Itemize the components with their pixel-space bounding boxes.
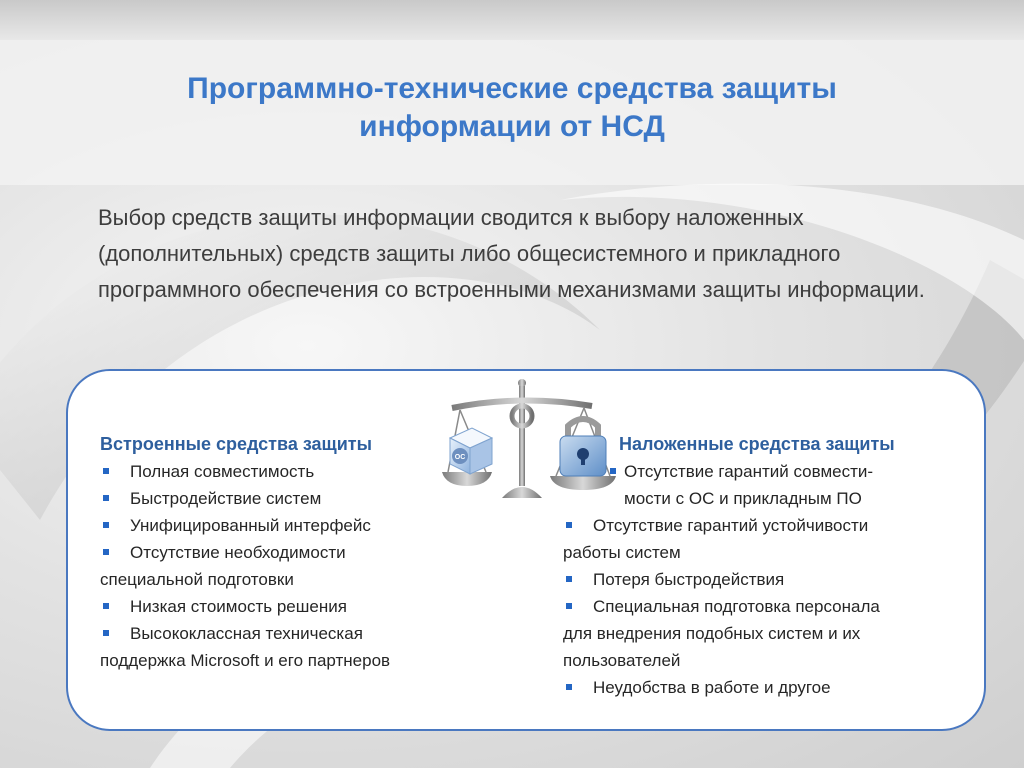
list-item: Неудобства в работе и другое xyxy=(563,674,973,701)
list-item: Унифицированный интерфейс xyxy=(100,512,500,539)
intro-paragraph: Выбор средств защиты информации сводится к выбору наложенных (дополнительных) средств защиты либо общесистемного и прикладного программного обеспечения со встроенными механизмами защиты информации. xyxy=(98,205,925,302)
square-bullet-icon xyxy=(610,468,616,474)
square-bullet-icon xyxy=(103,603,109,609)
square-bullet-icon xyxy=(103,549,109,555)
list-item: Низкая стоимость решения xyxy=(100,593,500,620)
square-bullet-icon xyxy=(103,495,109,501)
list-item: Специальная подготовка персонала для внедрения подобных систем и их пользователей xyxy=(563,597,880,670)
square-bullet-icon xyxy=(103,522,109,528)
list-item: Потеря быстродействия xyxy=(563,566,973,593)
overlay-tools-column xyxy=(563,430,973,701)
list-item: Быстродействие систем xyxy=(100,485,500,512)
square-bullet-icon xyxy=(103,630,109,636)
list-item: Полная совместимость xyxy=(100,458,500,485)
overlay-tools-list xyxy=(563,458,973,701)
square-bullet-icon xyxy=(566,522,572,528)
list-item: Отсутствие необходимости специальной подготовки xyxy=(100,543,346,589)
square-bullet-icon xyxy=(566,576,572,582)
cube-label: ОС xyxy=(454,454,466,461)
builtin-tools-column xyxy=(100,430,500,674)
slide-title xyxy=(120,70,904,146)
builtin-tools-heading: Встроенные средства защиты xyxy=(100,434,372,454)
overlay-tools-heading: Наложенные средства защиты xyxy=(619,434,895,454)
square-bullet-icon xyxy=(566,684,572,690)
slide-title-line-1: Программно-технические средства защиты xyxy=(187,72,837,105)
square-bullet-icon xyxy=(103,468,109,474)
slide-title-line-2: информации от НСД xyxy=(359,110,665,143)
list-item: Отсутствие гарантий устойчивости работы систем xyxy=(563,516,869,562)
list-item: Высококлассная техническая поддержка Microsoft и его партнеров xyxy=(100,624,391,670)
builtin-tools-list xyxy=(100,458,500,674)
square-bullet-icon xyxy=(566,603,572,609)
list-item: Отсутствие гарантий совмести- мости с ОС и прикладным ПО xyxy=(563,458,973,512)
